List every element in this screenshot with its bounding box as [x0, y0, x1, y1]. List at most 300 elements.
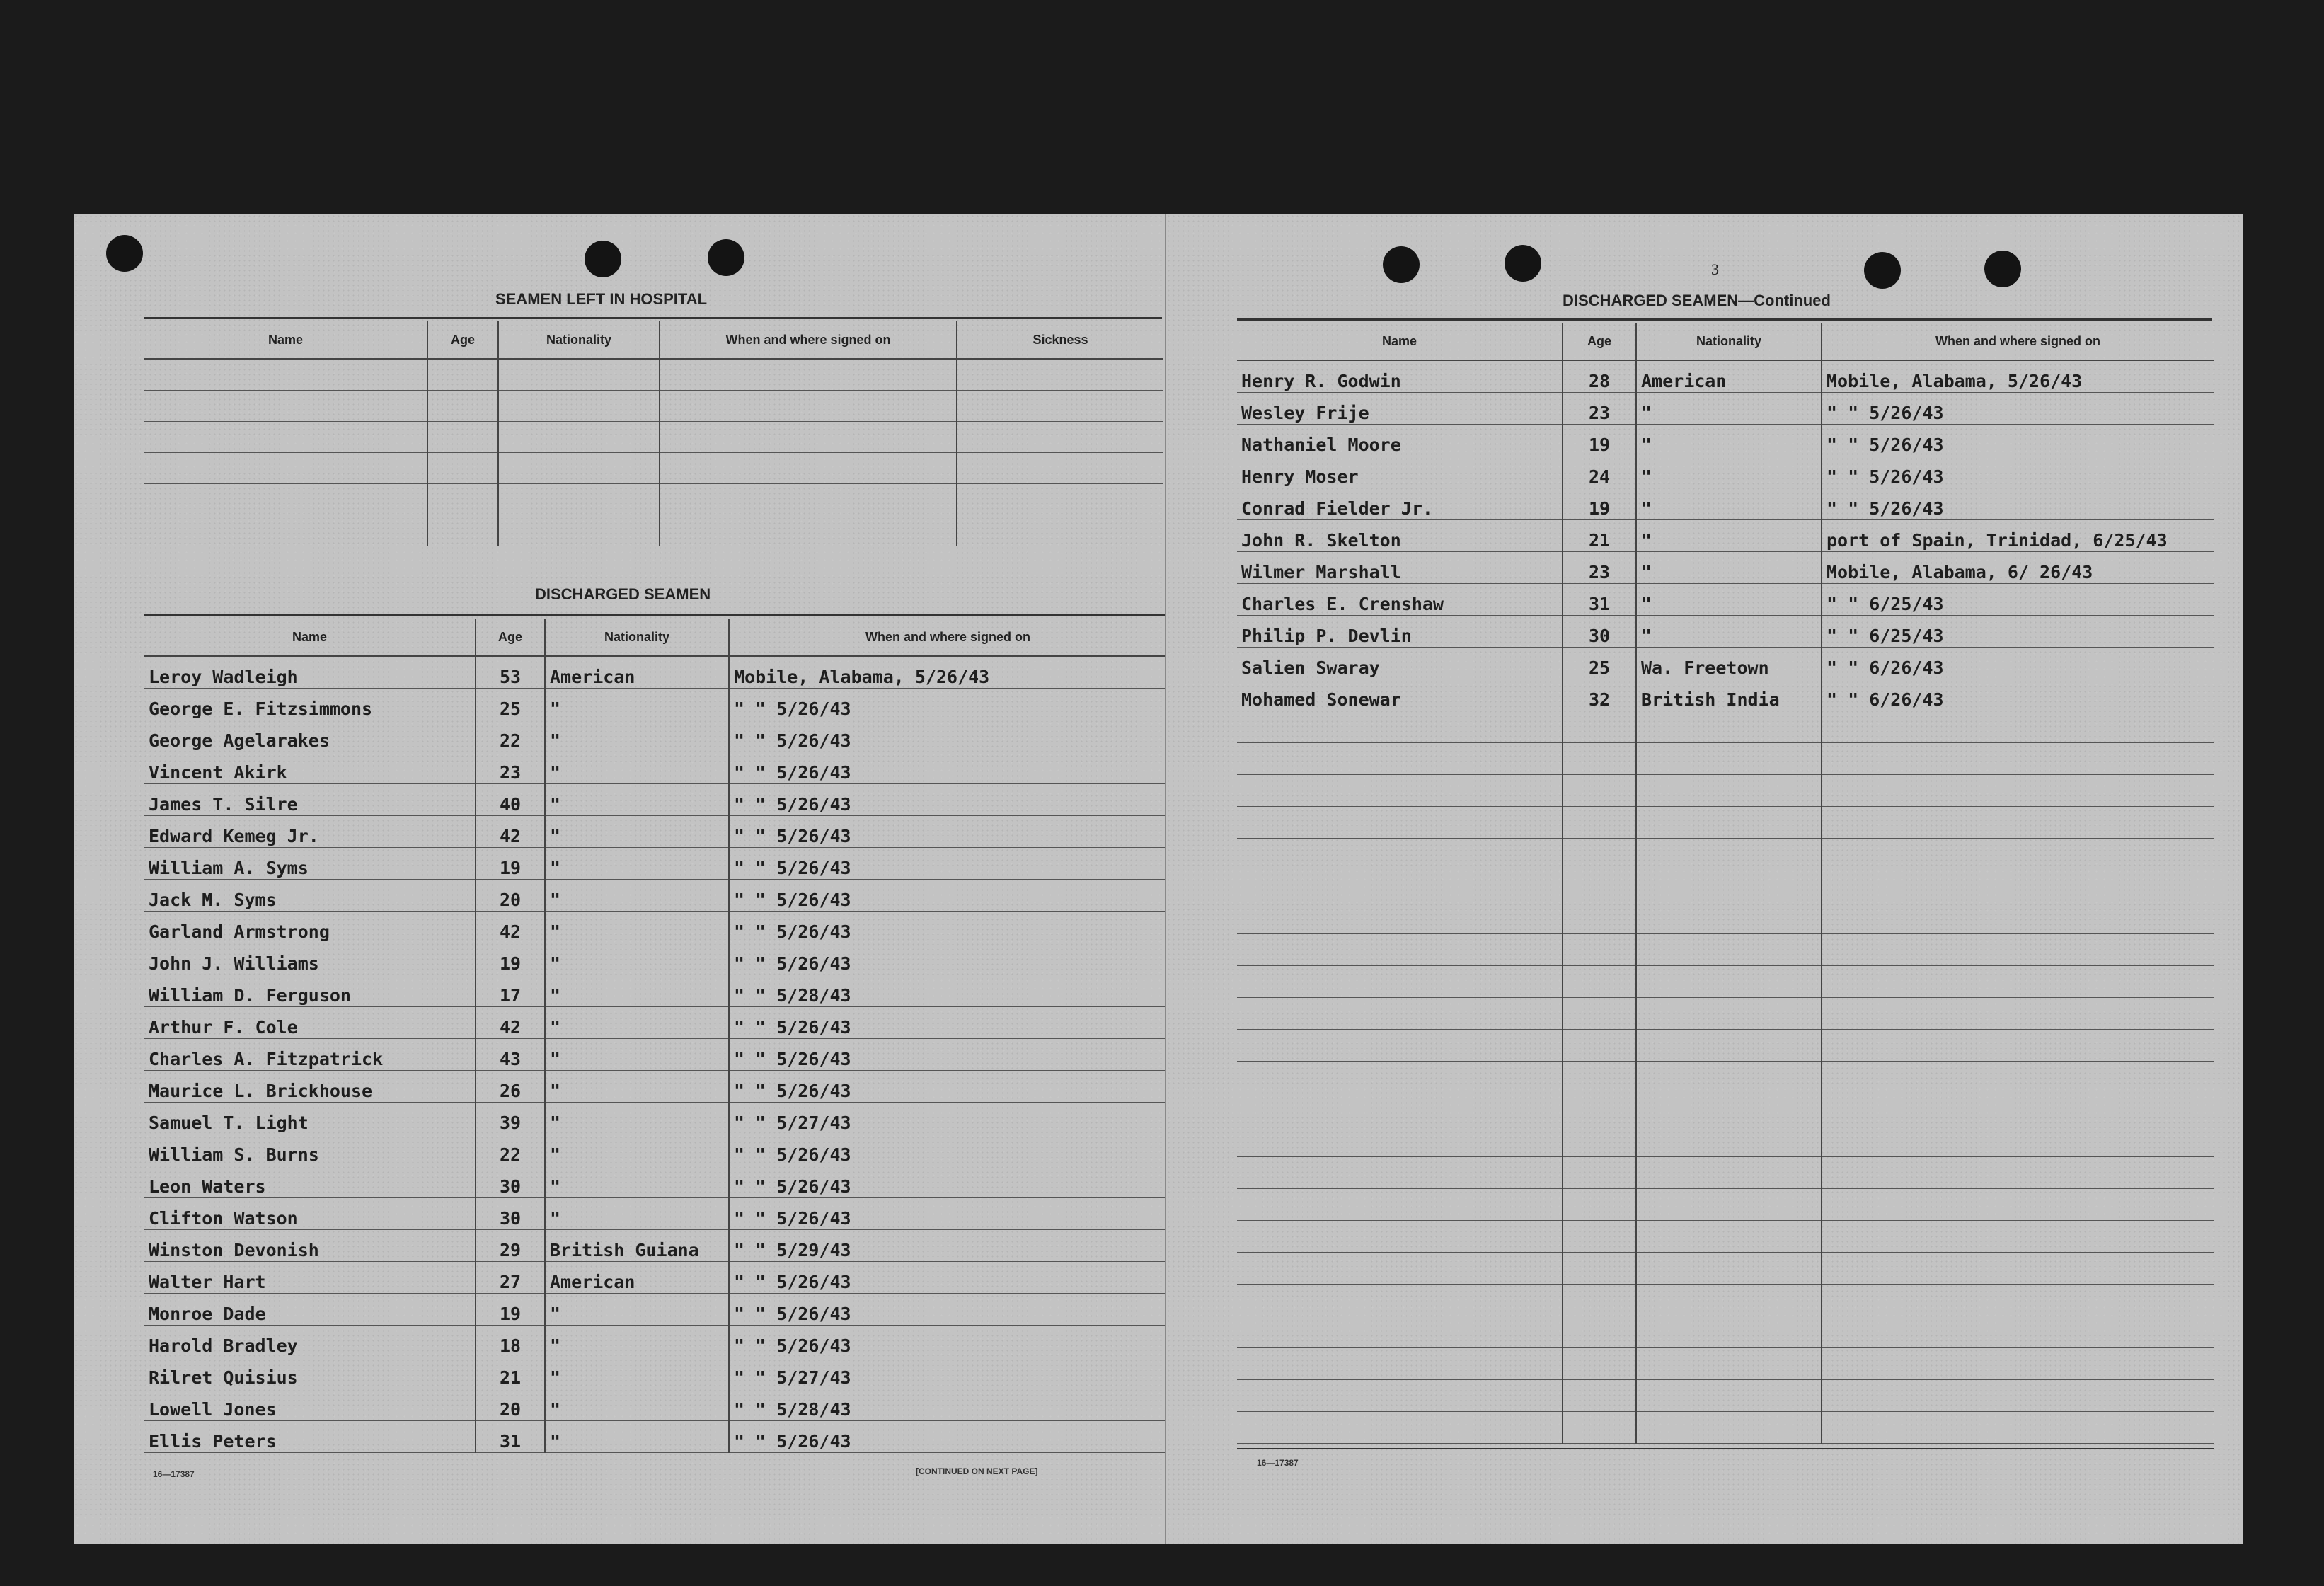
seaman-nationality: " — [1636, 393, 1822, 425]
seaman-nationality: " — [1636, 425, 1822, 456]
table-row — [1237, 488, 2214, 520]
table-row — [144, 784, 1166, 816]
table-row — [1237, 360, 2214, 393]
table-row — [144, 1421, 1166, 1453]
header-age: Age — [476, 619, 545, 656]
seaman-name: John J. Williams — [144, 943, 476, 975]
table-row — [144, 1357, 1166, 1389]
table-row — [144, 1389, 1166, 1421]
table-row — [144, 422, 1163, 453]
seaman-nationality: Wa. Freetown — [1636, 648, 1822, 679]
seaman-name: Ellis Peters — [144, 1421, 476, 1453]
seaman-signed-on — [1822, 1412, 2214, 1444]
seaman-signed-on — [1822, 1380, 2214, 1412]
seaman-nationality: " — [545, 1421, 729, 1453]
seaman-age — [1563, 1380, 1636, 1412]
seaman-name — [1237, 1412, 1563, 1444]
seaman-age — [1563, 1412, 1636, 1444]
seaman-nationality — [1636, 1380, 1822, 1412]
seaman-name: Salien Swaray — [1237, 648, 1563, 679]
seaman-name — [1237, 1157, 1563, 1189]
seaman-nationality — [1636, 934, 1822, 966]
seaman-age: 25 — [1563, 648, 1636, 679]
seaman-name: Conrad Fielder Jr. — [1237, 488, 1563, 520]
seaman-nationality — [1636, 1285, 1822, 1316]
seaman-signed-on: " " 6/26/43 — [1822, 648, 2214, 679]
empty-cell — [144, 359, 427, 391]
seaman-nationality: " — [545, 912, 729, 943]
table-row — [1237, 1348, 2214, 1380]
header-nationality: Nationality — [1636, 323, 1822, 360]
seaman-signed-on: " " 5/26/43 — [729, 912, 1166, 943]
seaman-nationality: " — [545, 943, 729, 975]
seaman-nationality: American — [1636, 360, 1822, 393]
punch-hole — [1383, 246, 1420, 283]
seaman-name — [1237, 807, 1563, 839]
empty-cell — [660, 391, 957, 422]
seaman-name — [1237, 1380, 1563, 1412]
header-when-signed: When and where signed on — [660, 321, 957, 359]
seaman-signed-on: " " 6/26/43 — [1822, 679, 2214, 711]
seaman-age: 42 — [476, 912, 545, 943]
seaman-age: 30 — [476, 1166, 545, 1198]
table-row — [1237, 1221, 2214, 1253]
seaman-name: Samuel T. Light — [144, 1103, 476, 1134]
empty-cell — [427, 422, 498, 453]
seaman-name: Philip P. Devlin — [1237, 616, 1563, 648]
discharged-section-title: DISCHARGED SEAMEN — [535, 585, 711, 603]
seaman-signed-on: " " 5/26/43 — [729, 784, 1166, 816]
seaman-age: 19 — [1563, 425, 1636, 456]
seaman-nationality: " — [545, 752, 729, 784]
seaman-signed-on: " " 5/26/43 — [729, 1134, 1166, 1166]
seaman-name: Charles E. Crenshaw — [1237, 584, 1563, 616]
seaman-name — [1237, 1093, 1563, 1125]
table-row — [144, 1134, 1166, 1166]
seaman-nationality: " — [545, 1294, 729, 1326]
seaman-name: Monroe Dade — [144, 1294, 476, 1326]
seaman-age: 19 — [1563, 488, 1636, 520]
seaman-age: 20 — [476, 880, 545, 912]
seaman-name — [1237, 1125, 1563, 1157]
empty-cell — [427, 391, 498, 422]
seaman-signed-on: " " 5/27/43 — [729, 1357, 1166, 1389]
seaman-nationality: " — [545, 1007, 729, 1039]
seaman-nationality: " — [545, 720, 729, 752]
seaman-name — [1237, 711, 1563, 743]
header-nationality: Nationality — [498, 321, 660, 359]
seaman-age — [1563, 807, 1636, 839]
table-row — [144, 1071, 1166, 1103]
seaman-age: 29 — [476, 1230, 545, 1262]
table-row — [144, 656, 1166, 689]
seaman-name: Wesley Frije — [1237, 393, 1563, 425]
seaman-signed-on — [1822, 1030, 2214, 1062]
seaman-signed-on: " " 5/26/43 — [729, 880, 1166, 912]
empty-cell — [660, 359, 957, 391]
table-row — [1237, 870, 2214, 902]
seaman-signed-on — [1822, 743, 2214, 775]
seaman-name: George Agelarakes — [144, 720, 476, 752]
seaman-age: 18 — [476, 1326, 545, 1357]
empty-cell — [660, 422, 957, 453]
seaman-name: Charles A. Fitzpatrick — [144, 1039, 476, 1071]
hospital-section-title: SEAMEN LEFT IN HOSPITAL — [495, 290, 708, 308]
seaman-signed-on: " " 5/26/43 — [729, 720, 1166, 752]
empty-cell — [957, 484, 1163, 515]
seaman-age — [1563, 902, 1636, 934]
seaman-nationality: " — [545, 1198, 729, 1230]
table-row — [1237, 807, 2214, 839]
seaman-nationality: " — [545, 1357, 729, 1389]
empty-cell — [957, 391, 1163, 422]
seaman-nationality: " — [545, 689, 729, 720]
seaman-nationality — [1636, 1348, 1822, 1380]
empty-cell — [144, 515, 427, 546]
seaman-name — [1237, 934, 1563, 966]
seaman-age — [1563, 711, 1636, 743]
seaman-nationality: " — [545, 1326, 729, 1357]
table-row — [144, 1262, 1166, 1294]
seaman-signed-on — [1822, 1157, 2214, 1189]
seaman-signed-on: " " 5/26/43 — [729, 848, 1166, 880]
punch-hole — [708, 239, 744, 276]
header-when-signed: When and where signed on — [729, 619, 1166, 656]
seaman-signed-on: Mobile, Alabama, 5/26/43 — [729, 656, 1166, 689]
seaman-nationality: " — [545, 1039, 729, 1071]
seaman-signed-on: " " 5/28/43 — [729, 1389, 1166, 1421]
seaman-signed-on — [1822, 1348, 2214, 1380]
empty-cell — [498, 515, 660, 546]
seaman-signed-on — [1822, 998, 2214, 1030]
empty-cell — [427, 515, 498, 546]
discharged-continued-rows — [1237, 360, 2214, 1444]
seaman-name: Henry Moser — [1237, 456, 1563, 488]
table-row — [144, 453, 1163, 484]
seaman-age — [1563, 775, 1636, 807]
empty-cell — [957, 453, 1163, 484]
seaman-signed-on: " " 5/26/43 — [729, 1421, 1166, 1453]
page-number: 3 — [1711, 260, 1719, 278]
empty-cell — [957, 359, 1163, 391]
seaman-signed-on: " " 5/26/43 — [729, 816, 1166, 848]
table-row — [144, 752, 1166, 784]
seaman-signed-on — [1822, 807, 2214, 839]
header-when-signed: When and where signed on — [1822, 323, 2214, 360]
seaman-signed-on: " " 6/25/43 — [1822, 584, 2214, 616]
seaman-age — [1563, 1189, 1636, 1221]
seaman-signed-on: " " 5/26/43 — [729, 1326, 1166, 1357]
seaman-name: William A. Syms — [144, 848, 476, 880]
seaman-signed-on: " " 5/26/43 — [729, 752, 1166, 784]
discharged-continued-title: DISCHARGED SEAMEN—Continued — [1563, 292, 1831, 309]
empty-cell — [427, 359, 498, 391]
empty-cell — [427, 453, 498, 484]
seaman-age — [1563, 870, 1636, 902]
table-row — [144, 1007, 1166, 1039]
seaman-nationality — [1636, 775, 1822, 807]
seaman-age — [1563, 998, 1636, 1030]
seaman-nationality: British Guiana — [545, 1230, 729, 1262]
seaman-age: 19 — [476, 848, 545, 880]
seaman-name — [1237, 1189, 1563, 1221]
seaman-nationality — [1636, 998, 1822, 1030]
seaman-nationality — [1636, 1221, 1822, 1253]
seaman-name: William S. Burns — [144, 1134, 476, 1166]
seaman-age: 17 — [476, 975, 545, 1007]
seaman-signed-on: Mobile, Alabama, 5/26/43 — [1822, 360, 2214, 393]
header-name: Name — [1237, 323, 1563, 360]
seaman-age — [1563, 1316, 1636, 1348]
table-row — [1237, 1412, 2214, 1444]
seaman-age: 19 — [476, 1294, 545, 1326]
seaman-signed-on: " " 5/26/43 — [1822, 488, 2214, 520]
hospital-table — [144, 321, 1163, 546]
table-row — [144, 943, 1166, 975]
form-number: 16—17387 — [153, 1469, 195, 1479]
seaman-signed-on: " " 5/26/43 — [1822, 393, 2214, 425]
seaman-nationality — [1636, 966, 1822, 998]
seaman-nationality: " — [545, 784, 729, 816]
table-row — [1237, 552, 2214, 584]
table-row — [144, 880, 1166, 912]
seaman-name: Jack M. Syms — [144, 880, 476, 912]
seaman-signed-on: " " 5/26/43 — [729, 1198, 1166, 1230]
table-row — [1237, 616, 2214, 648]
seaman-name: Harold Bradley — [144, 1326, 476, 1357]
seaman-nationality — [1636, 711, 1822, 743]
table-row — [1237, 1189, 2214, 1221]
table-row — [144, 1294, 1166, 1326]
seaman-signed-on: " " 5/26/43 — [729, 943, 1166, 975]
seaman-signed-on — [1822, 711, 2214, 743]
seaman-name — [1237, 839, 1563, 870]
seaman-nationality: " — [1636, 456, 1822, 488]
table-row — [1237, 456, 2214, 488]
seaman-name: Winston Devonish — [144, 1230, 476, 1262]
seaman-signed-on — [1822, 839, 2214, 870]
header-nationality: Nationality — [545, 619, 729, 656]
table-row — [144, 515, 1163, 546]
seaman-name: Rilret Quisius — [144, 1357, 476, 1389]
table-row — [1237, 520, 2214, 552]
continued-note: [CONTINUED ON NEXT PAGE] — [916, 1466, 1038, 1476]
seaman-age: 22 — [476, 720, 545, 752]
seaman-signed-on: " " 5/26/43 — [729, 1262, 1166, 1294]
right-page — [1165, 214, 2243, 1544]
seaman-age — [1563, 743, 1636, 775]
table-row — [1237, 679, 2214, 711]
seaman-name: Leroy Wadleigh — [144, 656, 476, 689]
seaman-name — [1237, 998, 1563, 1030]
header-name: Name — [144, 321, 427, 359]
seaman-name: Maurice L. Brickhouse — [144, 1071, 476, 1103]
seaman-nationality: " — [1636, 488, 1822, 520]
table-row — [144, 1166, 1166, 1198]
seaman-signed-on: " " 5/28/43 — [729, 975, 1166, 1007]
seaman-signed-on: " " 5/29/43 — [729, 1230, 1166, 1262]
table-row — [144, 1230, 1166, 1262]
seaman-nationality: " — [1636, 584, 1822, 616]
seaman-name: Clifton Watson — [144, 1198, 476, 1230]
table-row — [1237, 1316, 2214, 1348]
seaman-name — [1237, 902, 1563, 934]
table-row — [1237, 902, 2214, 934]
seaman-name: Vincent Akirk — [144, 752, 476, 784]
seaman-age — [1563, 839, 1636, 870]
header-age: Age — [427, 321, 498, 359]
hospital-rows — [144, 359, 1163, 546]
seaman-nationality — [1636, 1030, 1822, 1062]
seaman-name: Lowell Jones — [144, 1389, 476, 1421]
punch-hole — [585, 241, 621, 277]
empty-cell — [427, 484, 498, 515]
table-row — [1237, 966, 2214, 998]
table-row — [1237, 1253, 2214, 1285]
punch-hole — [1505, 245, 1541, 282]
seaman-name: Henry R. Godwin — [1237, 360, 1563, 393]
seaman-nationality: " — [545, 1166, 729, 1198]
seaman-age: 28 — [1563, 360, 1636, 393]
empty-cell — [498, 422, 660, 453]
punch-hole — [106, 235, 143, 272]
seaman-age: 26 — [476, 1071, 545, 1103]
seaman-age — [1563, 1285, 1636, 1316]
seaman-nationality: " — [545, 975, 729, 1007]
seaman-age: 40 — [476, 784, 545, 816]
table-row — [1237, 711, 2214, 743]
seaman-age: 27 — [476, 1262, 545, 1294]
seaman-name — [1237, 1062, 1563, 1093]
table-row — [1237, 775, 2214, 807]
seaman-name — [1237, 1221, 1563, 1253]
seaman-age — [1563, 1253, 1636, 1285]
punch-hole — [1864, 252, 1901, 289]
right-bottom-rule — [1237, 1448, 2214, 1449]
seaman-nationality — [1636, 1125, 1822, 1157]
table-row — [144, 1103, 1166, 1134]
seaman-nationality — [1636, 1189, 1822, 1221]
seaman-name: Edward Kemeg Jr. — [144, 816, 476, 848]
header-sickness: Sickness — [957, 321, 1163, 359]
table-row — [1237, 998, 2214, 1030]
seaman-age: 39 — [476, 1103, 545, 1134]
seaman-signed-on — [1822, 934, 2214, 966]
table-row — [1237, 934, 2214, 966]
table-row — [144, 689, 1166, 720]
table-row — [1237, 743, 2214, 775]
seaman-nationality — [1636, 1157, 1822, 1189]
seaman-nationality — [1636, 807, 1822, 839]
seaman-age: 31 — [476, 1421, 545, 1453]
table-row — [144, 848, 1166, 880]
seaman-name — [1237, 743, 1563, 775]
seaman-nationality: " — [545, 848, 729, 880]
seaman-signed-on — [1822, 775, 2214, 807]
seaman-nationality: " — [1636, 552, 1822, 584]
seaman-age — [1563, 966, 1636, 998]
seaman-name: George E. Fitzsimmons — [144, 689, 476, 720]
seaman-name — [1237, 1030, 1563, 1062]
seaman-signed-on: " " 5/26/43 — [729, 1294, 1166, 1326]
seaman-age — [1563, 1221, 1636, 1253]
empty-cell — [144, 391, 427, 422]
seaman-nationality: American — [545, 656, 729, 689]
seaman-signed-on — [1822, 902, 2214, 934]
seaman-signed-on: " " 5/26/43 — [729, 1007, 1166, 1039]
seaman-name — [1237, 775, 1563, 807]
seaman-nationality — [1636, 1062, 1822, 1093]
discharged-continued-table — [1237, 323, 2214, 1444]
form-number: 16—17387 — [1257, 1458, 1299, 1468]
seaman-nationality: " — [545, 1103, 729, 1134]
table-row — [144, 1198, 1166, 1230]
discharged-top-rule — [144, 614, 1165, 616]
table-row — [1237, 648, 2214, 679]
seaman-nationality — [1636, 743, 1822, 775]
seaman-signed-on: " " 5/26/43 — [729, 689, 1166, 720]
seaman-age: 42 — [476, 816, 545, 848]
seaman-age: 30 — [1563, 616, 1636, 648]
empty-cell — [144, 453, 427, 484]
seaman-name: Garland Armstrong — [144, 912, 476, 943]
table-row — [1237, 584, 2214, 616]
table-row — [144, 1039, 1166, 1071]
seaman-nationality — [1636, 1316, 1822, 1348]
seaman-age: 53 — [476, 656, 545, 689]
seaman-name: James T. Silre — [144, 784, 476, 816]
seaman-age: 25 — [476, 689, 545, 720]
table-row — [1237, 1157, 2214, 1189]
seaman-nationality: " — [545, 880, 729, 912]
seaman-signed-on — [1822, 1189, 2214, 1221]
table-row — [144, 1326, 1166, 1357]
table-row — [144, 484, 1163, 515]
seaman-nationality: " — [545, 1071, 729, 1103]
seaman-signed-on: " " 5/26/43 — [1822, 425, 2214, 456]
table-row — [1237, 425, 2214, 456]
seaman-nationality — [1636, 1093, 1822, 1125]
left-page — [74, 214, 1165, 1544]
punch-hole — [1984, 251, 2021, 287]
empty-cell — [660, 484, 957, 515]
seaman-age — [1563, 1093, 1636, 1125]
seaman-age: 32 — [1563, 679, 1636, 711]
seaman-signed-on — [1822, 870, 2214, 902]
seaman-name: Arthur F. Cole — [144, 1007, 476, 1039]
seaman-signed-on — [1822, 1316, 2214, 1348]
seaman-signed-on — [1822, 1253, 2214, 1285]
seaman-nationality: " — [545, 1389, 729, 1421]
seaman-nationality — [1636, 870, 1822, 902]
table-row — [144, 359, 1163, 391]
seaman-nationality: British India — [1636, 679, 1822, 711]
seaman-age: 23 — [476, 752, 545, 784]
empty-cell — [144, 422, 427, 453]
seaman-signed-on — [1822, 1221, 2214, 1253]
seaman-name: Walter Hart — [144, 1262, 476, 1294]
table-row — [144, 816, 1166, 848]
seaman-nationality — [1636, 1253, 1822, 1285]
seaman-name — [1237, 1316, 1563, 1348]
seaman-nationality: " — [545, 1134, 729, 1166]
seaman-age: 23 — [1563, 393, 1636, 425]
seaman-nationality: " — [545, 816, 729, 848]
seaman-signed-on: " " 5/26/43 — [1822, 456, 2214, 488]
table-row — [144, 912, 1166, 943]
seaman-name: John R. Skelton — [1237, 520, 1563, 552]
empty-cell — [957, 515, 1163, 546]
